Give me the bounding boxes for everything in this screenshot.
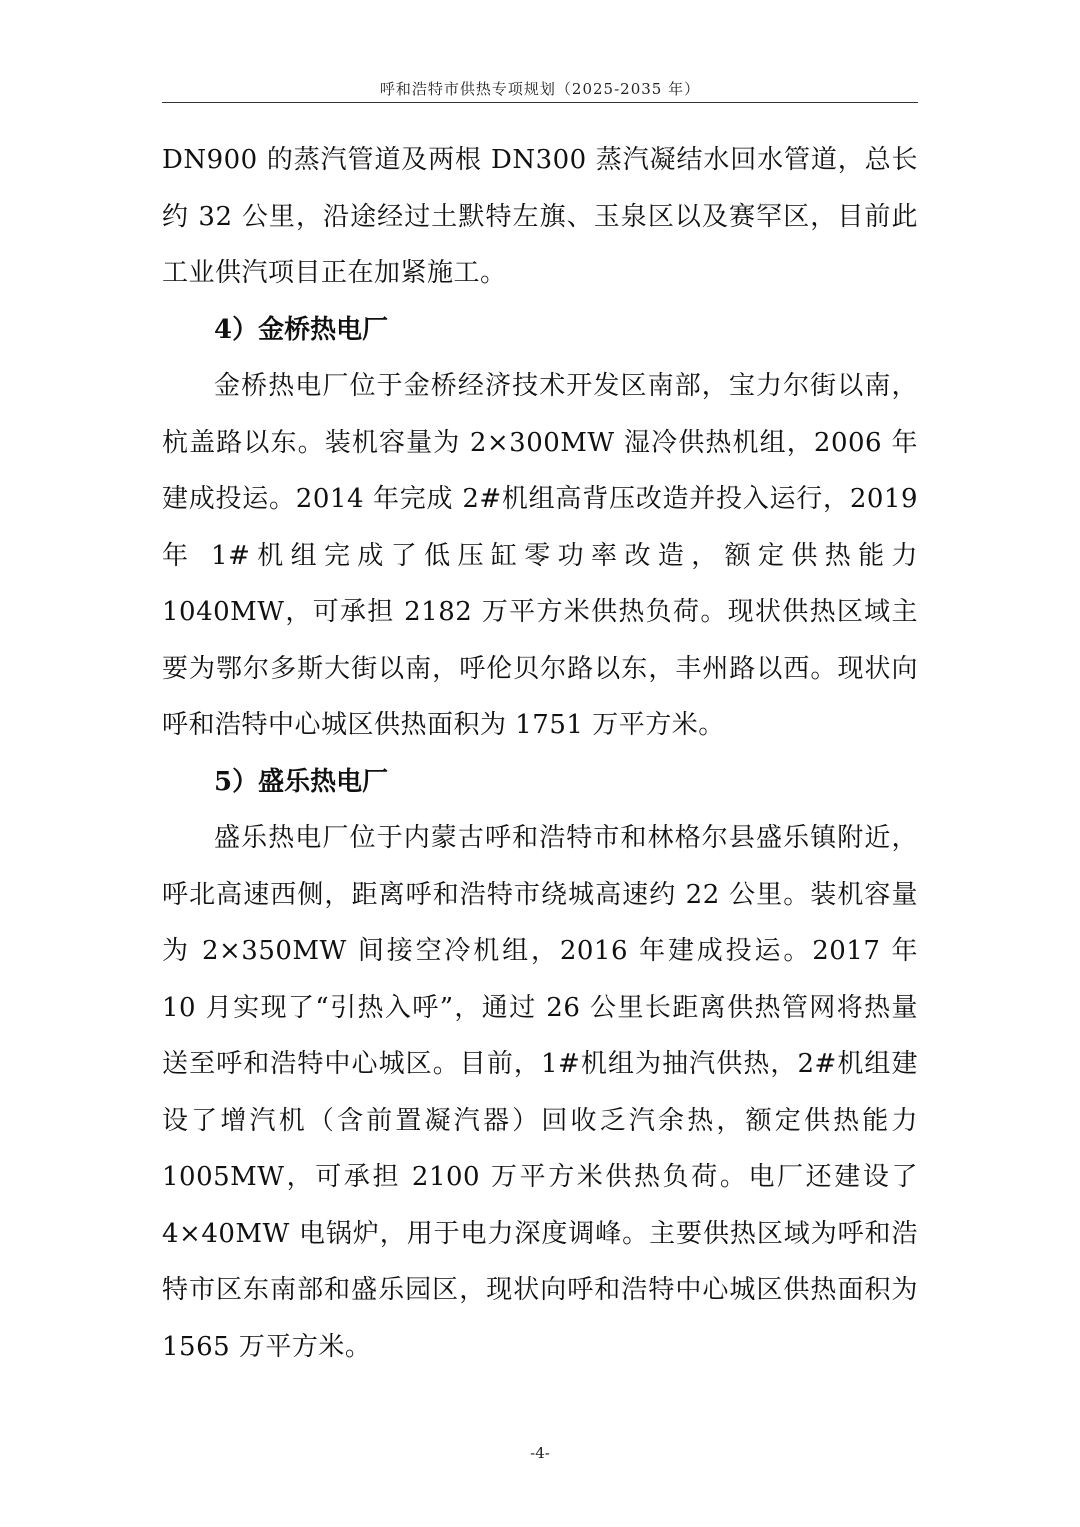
paragraph-jinqiao: 金桥热电厂位于金桥经济技术开发区南部，宝力尔街以南，杭盖路以东。装机容量为 2×300MW 湿冷供热机组，2006 年建成投运。2014 年完成 2#机组高背压改造并投入运行，2019 年 1#机组完成了低压缸零功率改造，额定供热能力 1040MW，可承担 2182 万平方米供热负荷。现状供热区域主要为鄂尔多斯大街以南，呼伦贝尔路以东，丰州路以西。现状向呼和浩特中心城区供热面积为 1751 万平方米。 [162,371,918,740]
section-heading-jinqiao: 4）金桥热电厂 [214,314,389,345]
paragraph-continued: DN900 的蒸汽管道及两根 DN300 蒸汽凝结水回水管道，总长约 32 公里，沿途经过土默特左旗、玉泉区以及赛罕区，目前此工业供汽项目正在加紧施工。 [162,145,918,288]
document-body [162,132,918,1375]
header-divider [162,102,918,103]
page-header: 呼和浩特市供热专项规划（2025-2035 年） [379,80,701,98]
page-number: -4- [530,1444,550,1462]
section-heading-shengle: 5）盛乐热电厂 [214,766,389,797]
paragraph-shengle: 盛乐热电厂位于内蒙古呼和浩特市和林格尔县盛乐镇附近，呼北高速西侧，距离呼和浩特市绕城高速约 22 公里。装机容量为 2×350MW 间接空冷机组，2016 年建成投运。2017 年 10 月实现了“引热入呼”，通过 26 公里长距离供热管网将热量送至呼和浩特中心城区。目前，1#机组为抽汽供热，2#机组建设了增汽机（含前置凝汽器）回收乏汽余热，额定供热能力 1005MW，可承担 2100 万平方米供热负荷。电厂还建设了 4×40MW 电锅炉，用于电力深度调峰。主要供热区域为呼和浩特市区东南部和盛乐园区，现状向呼和浩特中心城区供热面积为 1565 万平方米。 [162,823,918,1362]
